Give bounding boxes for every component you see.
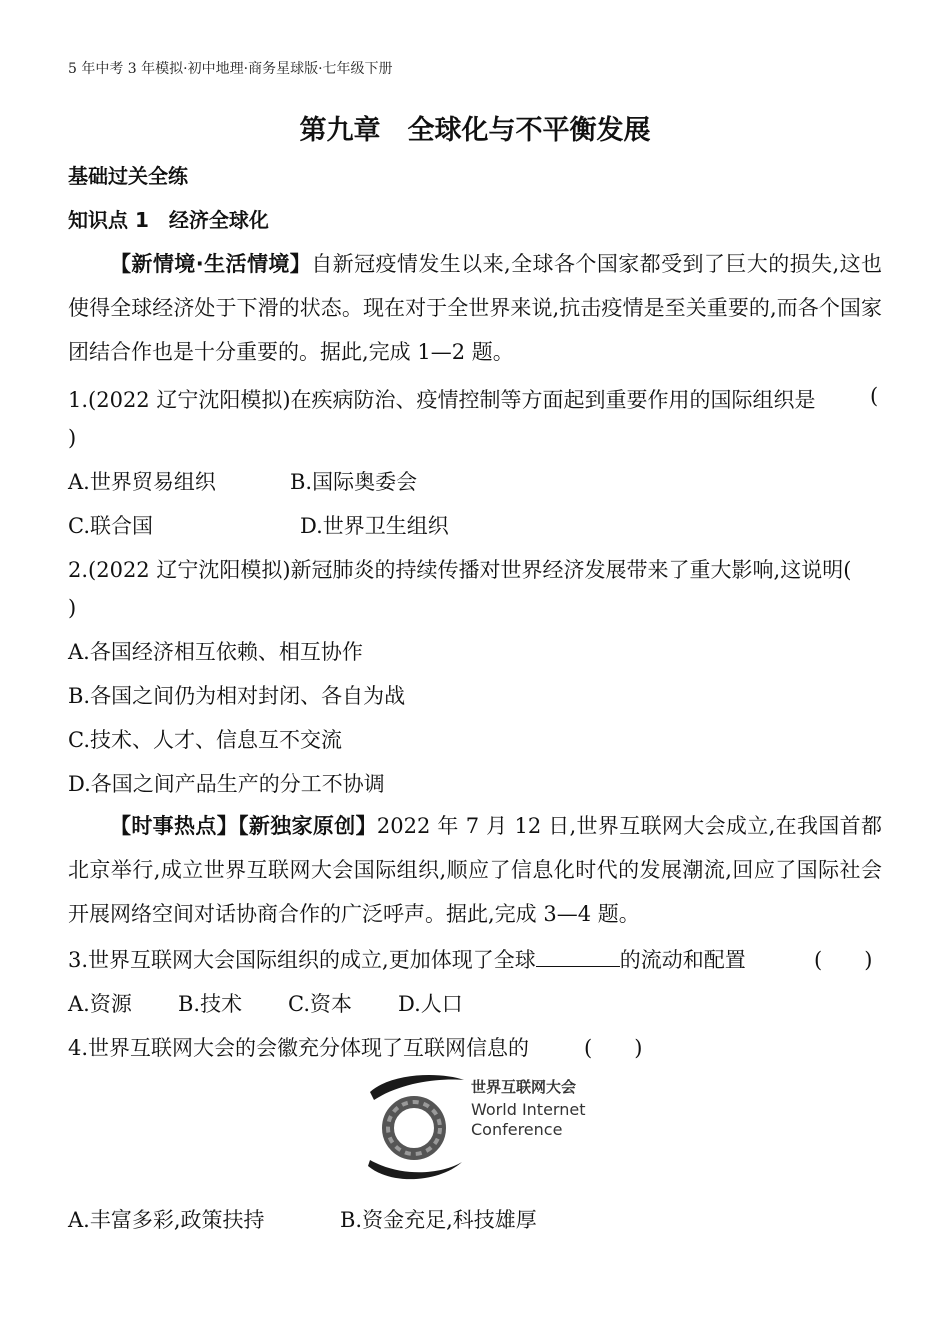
logo-english-line-1: World Internet [471, 1100, 586, 1119]
question-2-option-c[interactable]: C.技术、人才、信息互不交流 [68, 728, 342, 752]
scenario-1-text: 自新冠疫情发生以来,全球各个国家都受到了巨大的损失,这也使得全球经济处于下滑的状态。现在对于全世界来说,抗击疫情是至关重要的,而各个国家团结合作也是十分重要的。据此,完成 1—2 题。 [68, 252, 882, 364]
question-2-option-d[interactable]: D.各国之间产品生产的分工不协调 [68, 772, 385, 796]
question-4-stem: 4.世界互联网大会的会徽充分体现了互联网信息的 [68, 1036, 530, 1060]
scenario-1-paragraph [68, 242, 882, 374]
wic-emblem-icon [362, 1070, 472, 1188]
question-1-paren-open: ( [870, 384, 879, 408]
question-1-option-a[interactable]: A.世界贸易组织 [68, 470, 216, 494]
question-3-answer-paren[interactable]: ( ) [814, 948, 873, 972]
question-1-stem: 1.(2022 辽宁沈阳模拟)在疾病防治、疫情控制等方面起到重要作用的国际组织是 [68, 388, 816, 412]
question-1-paren-close: ) [68, 426, 77, 450]
page-header: 5 年中考 3 年模拟·初中地理·商务星球版·七年级下册 [68, 61, 393, 77]
question-2-option-b[interactable]: B.各国之间仍为相对封闭、各自为战 [68, 684, 406, 708]
question-1-option-d[interactable]: D.世界卫生组织 [300, 514, 449, 538]
question-1-option-c[interactable]: C.联合国 [68, 514, 153, 538]
question-3-stem-before: 3.世界互联网大会国际组织的成立,更加体现了全球 [68, 948, 536, 972]
chapter-title: 第九章 全球化与不平衡发展 [299, 115, 651, 146]
question-3-option-d[interactable]: D.人口 [398, 992, 463, 1016]
question-3-stem-after: 的流动和配置 [619, 948, 746, 972]
question-3-option-a[interactable]: A.资源 [68, 992, 132, 1016]
question-4-answer-paren[interactable]: ( ) [584, 1036, 643, 1060]
question-3-blank[interactable] [536, 948, 620, 967]
question-3-stem [68, 944, 746, 974]
topic-heading: 知识点 1 经济全球化 [68, 208, 269, 232]
world-internet-conference-logo [362, 1070, 592, 1188]
question-4-option-b[interactable]: B.资金充足,科技雄厚 [340, 1208, 537, 1232]
question-4-option-a[interactable]: A.丰富多彩,政策扶持 [68, 1208, 265, 1232]
logo-english-line-2: Conference [471, 1120, 563, 1139]
question-2-paren-close: ) [68, 596, 77, 620]
section-heading: 基础过关全练 [68, 164, 188, 188]
question-1-option-b[interactable]: B.国际奥委会 [290, 470, 418, 494]
scenario-2-tag: 【时事热点】【新独家原创】 [110, 814, 377, 838]
question-3-option-c[interactable]: C.资本 [288, 992, 352, 1016]
scenario-2-paragraph [68, 804, 882, 936]
question-3-option-b[interactable]: B.技术 [178, 992, 243, 1016]
question-2-option-a[interactable]: A.各国经济相互依赖、相互协作 [68, 640, 363, 664]
logo-chinese-name: 世界互联网大会 [471, 1078, 577, 1096]
question-2-stem: 2.(2022 辽宁沈阳模拟)新冠肺炎的持续传播对世界经济发展带来了重大影响,这说明( [68, 558, 852, 582]
scenario-1-tag: 【新情境·生活情境】 [110, 252, 312, 276]
scenario-2-text: 2022 年 7 月 12 日,世界互联网大会成立,在我国首都北京举行,成立世界互联网大会国际组织,顺应了信息化时代的发展潮流,回应了国际社会开展网络空间对话协商合作的广泛呼声。据此,完成 3—4 题。 [68, 814, 882, 926]
